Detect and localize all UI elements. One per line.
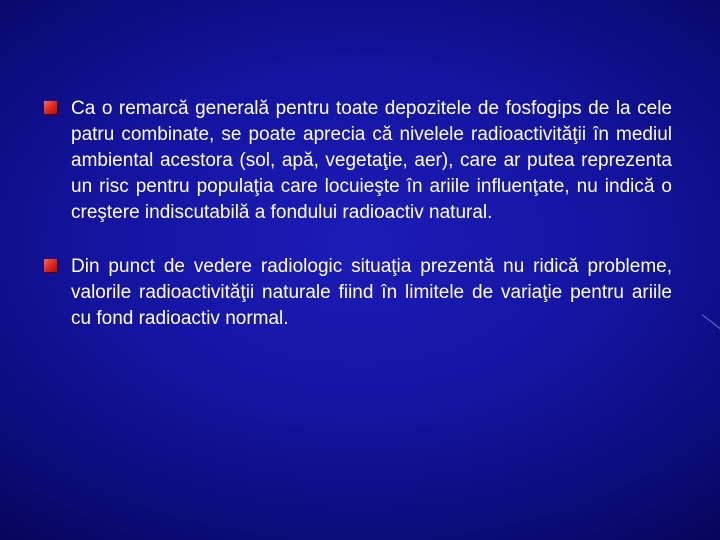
bullet-item bbox=[44, 96, 672, 226]
bullet-item bbox=[44, 254, 672, 332]
square-bullet-icon bbox=[44, 259, 57, 272]
bullet-list bbox=[44, 96, 672, 360]
square-bullet-icon bbox=[44, 101, 57, 114]
bullet-text: Din punct de vedere radiologic situaţia prezentă nu ridică probleme, valorile radioactivităţii naturale fiind în limitele de variaţie pentru ariile cu fond radioactiv normal. bbox=[71, 256, 672, 329]
bullet-text: Ca o remarcă generală pentru toate depozitele de fosfogips de la cele patru combinate, se poate aprecia că nivelele radioactivităţii în mediul ambiental acestora (sol, apă, vegetaţie, aer), care ar putea reprezenta un risc pentru populaţia care locuieşte în ariile influenţate, nu indică o creştere indiscutabilă a fondului radioactiv natural. bbox=[71, 98, 672, 223]
decorative-line bbox=[702, 314, 720, 331]
